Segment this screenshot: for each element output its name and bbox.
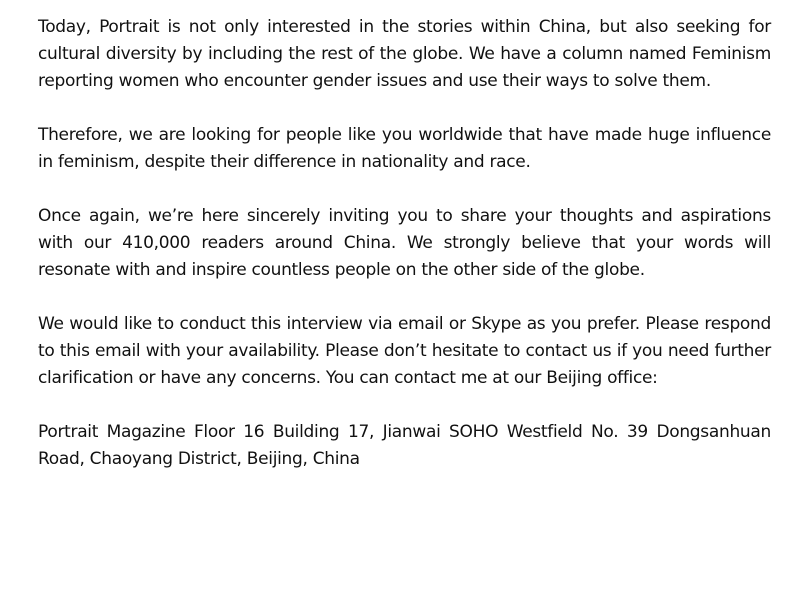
paragraph-intro: Today, Portrait is not only interested in the stories within China, but also seeking for cultural diversity by including the rest of the globe. We have a column named Feminism reporting women who encounter gender issues and use their ways to solve them. bbox=[38, 17, 771, 91]
paragraph-contact: We would like to conduct this interview via email or Skype as you prefer. Please respond to this email with your availability. Please don’t hesitate to contact us if you need further clarification or have any concerns. You can contact me at our Beijing office: bbox=[38, 314, 771, 388]
letter-body bbox=[38, 14, 771, 473]
paragraph-address: Portrait Magazine Floor 16 Building 17, Jianwai SOHO Westfield No. 39 Dongsanhuan Road, Chaoyang District, Beijing, China bbox=[38, 422, 771, 469]
paragraph-looking-for: Therefore, we are looking for people like you worldwide that have made huge influence in feminism, despite their difference in nationality and race. bbox=[38, 125, 771, 172]
paragraph-invitation: Once again, we’re here sincerely inviting you to share your thoughts and aspirations with our 410,000 readers around China. We strongly believe that your words will resonate with and inspire countless people on the other side of the globe. bbox=[38, 206, 771, 280]
